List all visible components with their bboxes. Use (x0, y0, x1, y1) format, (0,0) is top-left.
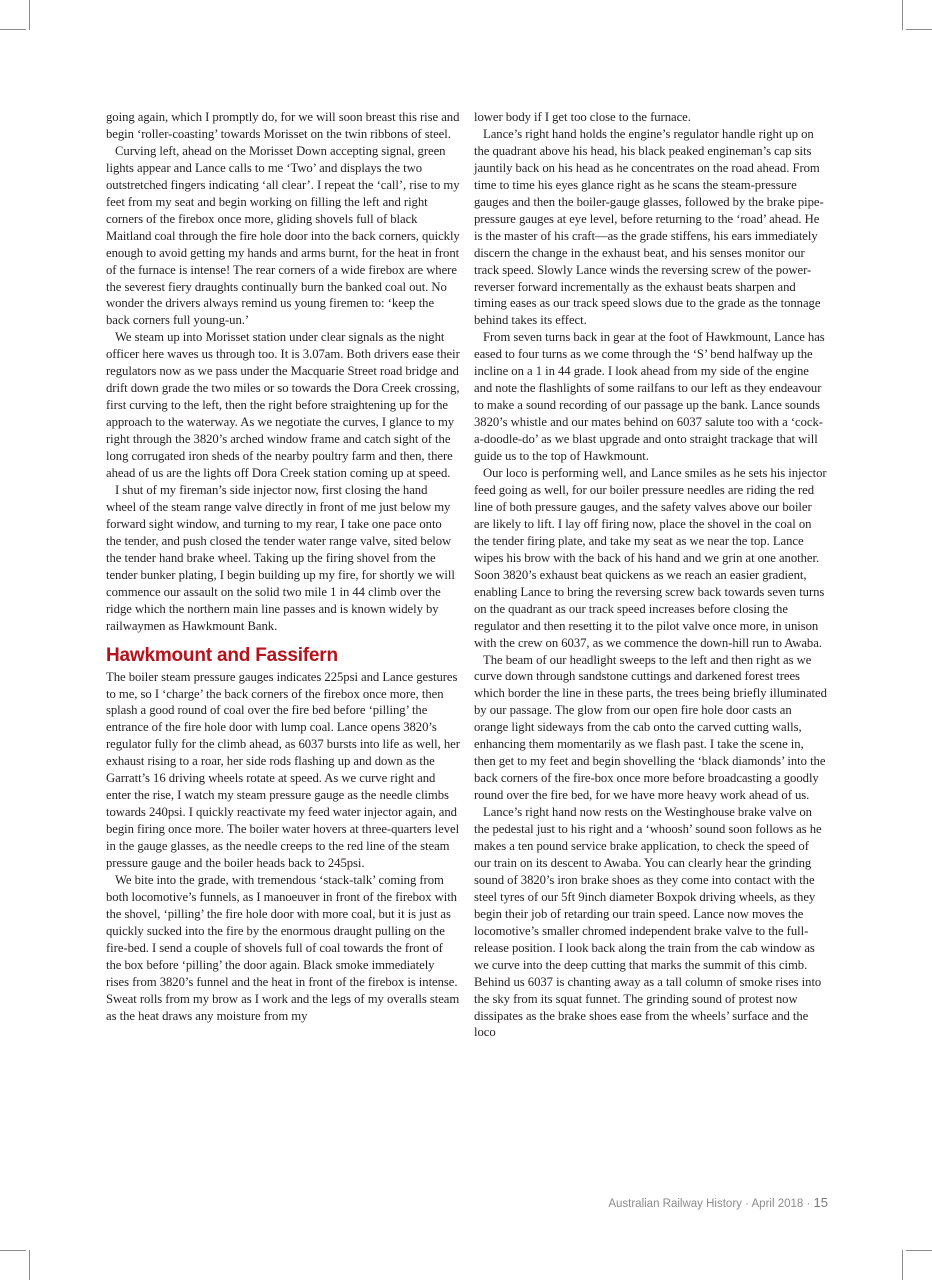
crop-mark-top-left-horizontal (0, 29, 26, 30)
paragraph: lower body if I get too close to the furnace. (474, 110, 691, 124)
crop-mark-top-right-vertical (902, 0, 903, 30)
crop-mark-bottom-left-horizontal (0, 1250, 26, 1251)
crop-mark-bottom-right-vertical (902, 1250, 903, 1280)
paragraph: The boiler steam pressure gauges indicates 225psi and Lance gestures to me, so I ‘charge’ the back corners of the firebox once more, then splash a good round of coal over the fire bed before ‘pilling’ the entrance of the fire hole door with lump coal. Lance opens 3820’s regulator fully for the climb ahead, as 6037 bursts into life as well, her exhaust rising to a roar, her side rods flashing up and down as the Garratt’s 16 driving wheels rotate at speed. As we curve right and enter the rise, I watch my steam pressure gauge as the needle climbs towards 240psi. I quickly reactivate my feed water injector again, and begin firing once more. The boiler water hovers at three-quarters level in the gauge glasses, as the needle creeps to the red line of the steam pressure gauge and the boiler heads back to 245psi. (106, 669, 460, 871)
paragraph: going again, which I promptly do, for we will soon breast this rise and begin ‘roller-coasting’ towards Morisset on the twin ribbons of steel. (106, 110, 460, 141)
paragraph: The beam of our headlight sweeps to the left and then right as we curve down through sandstone cuttings and darkened forest trees which border the line in these parts, the trees being briefly illuminated by our passage. The glow from our open fire hole door casts an orange light sideways from the cab onto the carved cutting walls, enhancing them momentarily as we flash past. I take the scene in, then get to my feet and begin shovelling the ‘black diamonds’ into the back corners of the fire-box once more before broadcasting a goodly round over the fire bed, for we have more heavy work ahead of us. (474, 652, 827, 803)
issue-date: April 2018 (751, 1198, 804, 1210)
footer-separator: · (803, 1198, 814, 1210)
page-number: 15 (813, 1195, 828, 1210)
crop-mark-bottom-right-horizontal (906, 1250, 932, 1251)
paragraph: From seven turns back in gear at the foot of Hawkmount, Lance has eased to four turns as we come through the ‘S’ bend halfway up the incline on a 1 in 44 grade. I look ahead from my side of the engine and note the flashlights of some railfans to our left as they endeavour to make a sound recording of our passage up the bank. Lance sounds 3820’s whistle and our mates behind on 6037 salute too with a ‘cock-a-doodle-do’ as we blast upgrade and onto straight trackage that will guide us to the top of Hawkmount. (474, 330, 825, 464)
left-column (106, 109, 460, 1025)
paragraph: We bite into the grade, with tremendous ‘stack-talk’ coming from both locomotive’s funnels, as I manoeuver in front of the firebox with the shovel, ‘pilling’ the fire hole door with more coal, but it is just as quickly sucked into the fire by the enormous draught pulling on the fire-bed. I send a couple of shovels full of coal towards the front of the box before ‘pilling’ the door again. Black smoke immediately rises from 3820’s funnel and the heat in front of the firebox is intense. Sweat rolls from my brow as I work and the legs of my overalls steam as the heat draws any moisture from my (106, 872, 460, 1023)
crop-mark-top-right-horizontal (906, 29, 932, 30)
page-footer (608, 1195, 828, 1210)
right-column (474, 109, 828, 1041)
publication-name: Australian Railway History (608, 1198, 742, 1210)
crop-mark-top-left-vertical (29, 0, 30, 30)
section-heading: Hawkmount and Fassifern (106, 644, 338, 666)
paragraph: We steam up into Morisset station under clear signals as the night officer here waves us through too. It is 3.07am. Both drivers ease their regulators now as we pass under the Macquarie Street road bridge and drift down grade the two miles or so towards the Dora Creek crossing, first curving to the left, then the right before straightening up for the approach to the waterway. As we negotiate the curves, I glance to my right through the 3820’s arched window frame and catch sight of the long corrugated iron sheds of the nearby poultry farm and then, there ahead of us are the lights off Dora Creek station coming up at speed. (106, 330, 460, 481)
paragraph: Our loco is performing well, and Lance smiles as he sets his injector feed going as well, for our boiler pressure needles are riding the red line of both pressure gauges, and the safety valves above our boiler are likely to lift. I lay off firing now, place the shovel in the coal on the tender firing plate, and take my seat as we near the top. Lance wipes his brow with the back of his hand and we grin at one another. Soon 3820’s exhaust beat quickens as we reach an easier gradient, enabling Lance to bring the reversing screw back towards seven turns on the quadrant as our track speed increases before closing the regulator and then resetting it to the pilot valve once more, in unison with the crew on 6037, as we commence the down-hill run to Awaba. (474, 466, 827, 650)
paragraph: I shut of my fireman’s side injector now, first closing the hand wheel of the steam range valve directly in front of me just below my forward sight window, and turning to my rear, I take one pace onto the tender, and push closed the tender water range valve, sited below the tender hand brake wheel. Taking up the firing shovel from the tender bunker plating, I begin building up my fire, for shortly we will commence our assault on the solid two mile 1 in 44 climb over the ridge which the northern main line passes and is known widely by railwaymen as Hawkmount Bank. (106, 482, 455, 633)
footer-separator: · (741, 1198, 752, 1210)
paragraph: Curving left, ahead on the Morisset Down accepting signal, green lights appear and Lance calls to me ‘Two’ and displays the two outstretched fingers indicating ‘all clear’. I repeat the ‘call’, rise to my feet from my seat and begin working on filling the left and right corners of the firebox once more, gliding shovels full of black Maitland coal through the fire hole door into the back corners, quickly enough to avoid getting my hands and arms burnt, for the heat in front of the furnace is intense! The rear corners of a wide firebox are where the severest fiery draughts continually burn the banked coal out. No wonder the drivers always remind us young firemen to: ‘keep the back corners full young-un.’ (106, 143, 460, 328)
paragraph: Lance’s right hand holds the engine’s regulator handle right up on the quadrant above his head, his black peaked engineman’s cap sits jauntily back on his head as he concentrates on the road ahead. From time to time his eyes glance right as he scans the steam-pressure gauges and then the boiler-gauge glasses, followed by the brake pipe-pressure gauges at eye level, before returning to the ‘road’ ahead. He is the master of his craft—as the grade stiffens, his ears immediately discern the change in the exhaust beat, and his senses monitor our track speed. Slowly Lance winds the reversing screw of the power-reverser forward incrementally as the exhaust beats sharpen and timing eases as our track speed slows due to the grade as the tonnage behind takes its effect. (474, 126, 824, 328)
crop-mark-bottom-left-vertical (29, 1250, 30, 1280)
paragraph: Lance’s right hand now rests on the Westinghouse brake valve on the pedestal just to his right and a ‘whoosh’ sound soon follows as he makes a ten pound service brake application, to check the speed of our train on its descent to Awaba. You can clearly hear the grinding sound of 3820’s iron brake shoes as they come into contact with the steel tyres of our 5ft 9inch diameter Boxpok driving wheels, as they begin their job of retarding our train speed. Lance now moves the locomotive’s smaller chromed independent brake valve to the full-release position. I look back along the train from the cab window as we curve into the deep cutting that marks the summit of this cimb. Behind us 6037 is chanting away as a tall column of smoke rises into the sky from its squat funnet. The grinding sound of protest now dissipates as the brake shoes ease from the wheels’ surface and the loco (474, 805, 822, 1040)
